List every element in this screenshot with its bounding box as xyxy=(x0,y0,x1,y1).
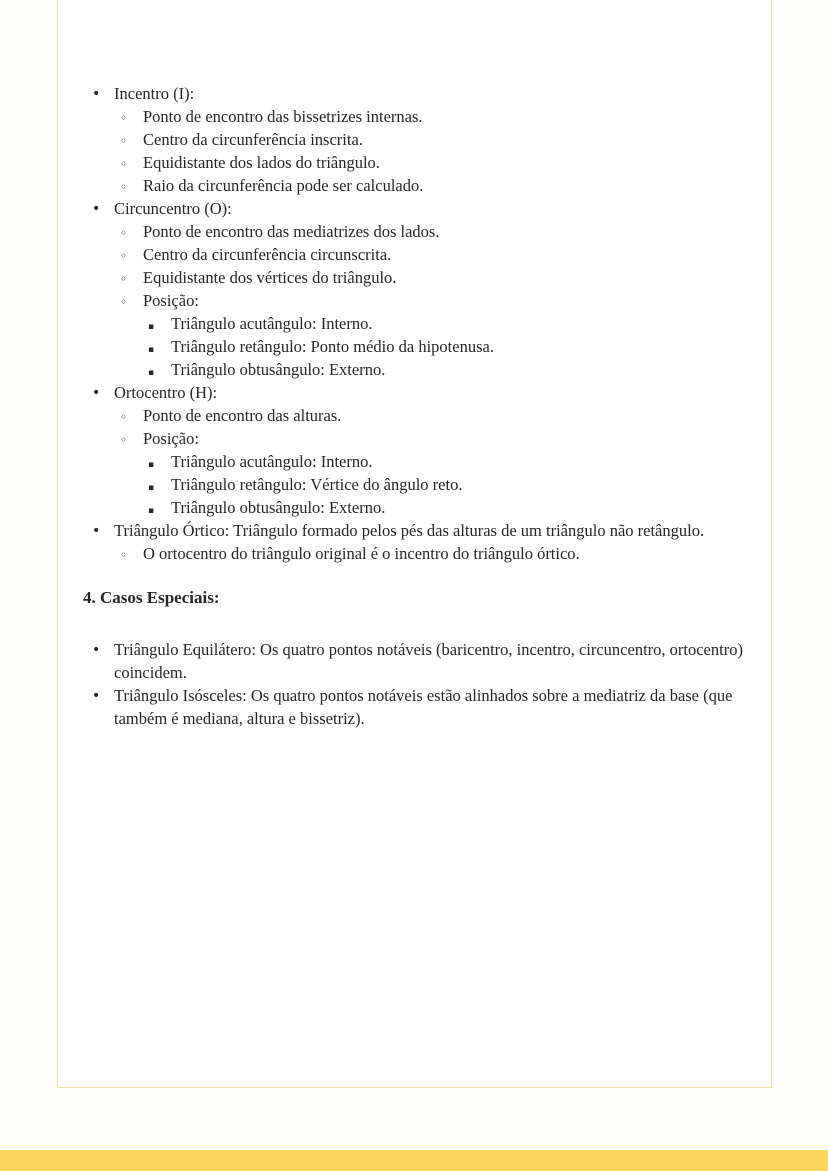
bullet-marker-icon: ◦ xyxy=(120,157,128,171)
list-item-text: Circuncentro (O): xyxy=(114,199,232,218)
list-item-text: Triângulo Órtico: Triângulo formado pelos pés das alturas de um triângulo não retângulo. xyxy=(114,521,705,540)
list-item xyxy=(58,684,746,730)
list-item-text: Ponto de encontro das bissetrizes internas. xyxy=(143,107,423,126)
bullet-marker-icon: • xyxy=(92,86,101,102)
list-item xyxy=(58,289,753,312)
list-item xyxy=(58,542,753,565)
list-item-text: Triângulo retângulo: Vértice do ângulo reto. xyxy=(171,475,463,494)
list-item xyxy=(58,404,753,427)
bullet-marker-icon: ▪ xyxy=(148,483,155,493)
bullet-marker-icon: ◦ xyxy=(120,226,128,240)
list-item-text: Ponto de encontro das mediatrizes dos lados. xyxy=(143,222,440,241)
list-item-text: Centro da circunferência inscrita. xyxy=(143,130,363,149)
page-content xyxy=(58,82,753,730)
bullet-marker-icon: ◦ xyxy=(120,548,128,562)
list-item-text: Equidistante dos lados do triângulo. xyxy=(143,153,380,172)
list-item-text: Triângulo retângulo: Ponto médio da hipotenusa. xyxy=(171,337,494,356)
list-item-text: Triângulo acutângulo: Interno. xyxy=(171,314,373,333)
list-item xyxy=(58,358,753,381)
section-heading: 4. Casos Especiais: xyxy=(83,588,220,607)
bullet-marker-icon: ◦ xyxy=(120,111,128,125)
bullet-marker-icon: • xyxy=(92,523,101,539)
list-item-text: Triângulo obtusângulo: Externo. xyxy=(171,360,386,379)
list-item xyxy=(58,174,753,197)
list-item-text: Triângulo Isósceles: Os quatro pontos notáveis estão alinhados sobre a mediatriz da base (que também é mediana, altura e bissetriz). xyxy=(114,686,733,728)
bullet-marker-icon: ▪ xyxy=(148,345,155,355)
list-item-text: Raio da circunferência pode ser calculado. xyxy=(143,176,424,195)
list-item xyxy=(58,243,753,266)
bullet-marker-icon: ◦ xyxy=(120,249,128,263)
bullet-marker-icon: • xyxy=(92,688,101,704)
bullet-marker-icon: ◦ xyxy=(120,433,128,447)
list-item-text: Posição: xyxy=(143,429,199,448)
list-item-text: Centro da circunferência circunscrita. xyxy=(143,245,392,264)
list-item-text: Triângulo Equilátero: Os quatro pontos notáveis (baricentro, incentro, circuncentro, ortocentro) coincidem. xyxy=(114,640,743,682)
bullet-marker-icon: ◦ xyxy=(120,410,128,424)
bullet-marker-icon: • xyxy=(92,385,101,401)
list-item xyxy=(58,335,753,358)
bullet-marker-icon: • xyxy=(92,642,101,658)
list-item xyxy=(58,128,753,151)
list-item-text: Incentro (I): xyxy=(114,84,195,103)
bullet-marker-icon: ▪ xyxy=(148,322,155,332)
list-item xyxy=(58,312,753,335)
notable-points-list xyxy=(58,82,753,565)
special-cases-list xyxy=(58,638,753,730)
list-item xyxy=(58,427,753,450)
list-item xyxy=(58,197,753,220)
list-item xyxy=(58,519,753,542)
list-item-text: Posição: xyxy=(143,291,199,310)
list-item xyxy=(58,220,753,243)
list-item xyxy=(58,638,746,684)
list-item xyxy=(58,266,753,289)
list-item xyxy=(58,496,753,519)
list-item xyxy=(58,105,753,128)
bullet-marker-icon: ▪ xyxy=(148,460,155,470)
document-page xyxy=(57,0,772,1088)
bullet-marker-icon: ◦ xyxy=(120,180,128,194)
bullet-marker-icon: ▪ xyxy=(148,506,155,516)
list-item xyxy=(58,82,753,105)
bullet-marker-icon: • xyxy=(92,201,101,217)
list-item-text: Triângulo acutângulo: Interno. xyxy=(171,452,373,471)
bullet-marker-icon: ◦ xyxy=(120,295,128,309)
bullet-marker-icon: ◦ xyxy=(120,134,128,148)
list-item-text: O ortocentro do triângulo original é o incentro do triângulo órtico. xyxy=(143,544,580,563)
bullet-marker-icon: ▪ xyxy=(148,368,155,378)
list-item-text: Triângulo obtusângulo: Externo. xyxy=(171,498,386,517)
list-item xyxy=(58,450,753,473)
list-item xyxy=(58,381,753,404)
list-item xyxy=(58,151,753,174)
list-item-text: Equidistante dos vértices do triângulo. xyxy=(143,268,397,287)
list-item xyxy=(58,473,753,496)
list-item-text: Ortocentro (H): xyxy=(114,383,218,402)
bullet-marker-icon: ◦ xyxy=(120,272,128,286)
list-item-text: Ponto de encontro das alturas. xyxy=(143,406,342,425)
bottom-accent-bar xyxy=(0,1150,828,1171)
